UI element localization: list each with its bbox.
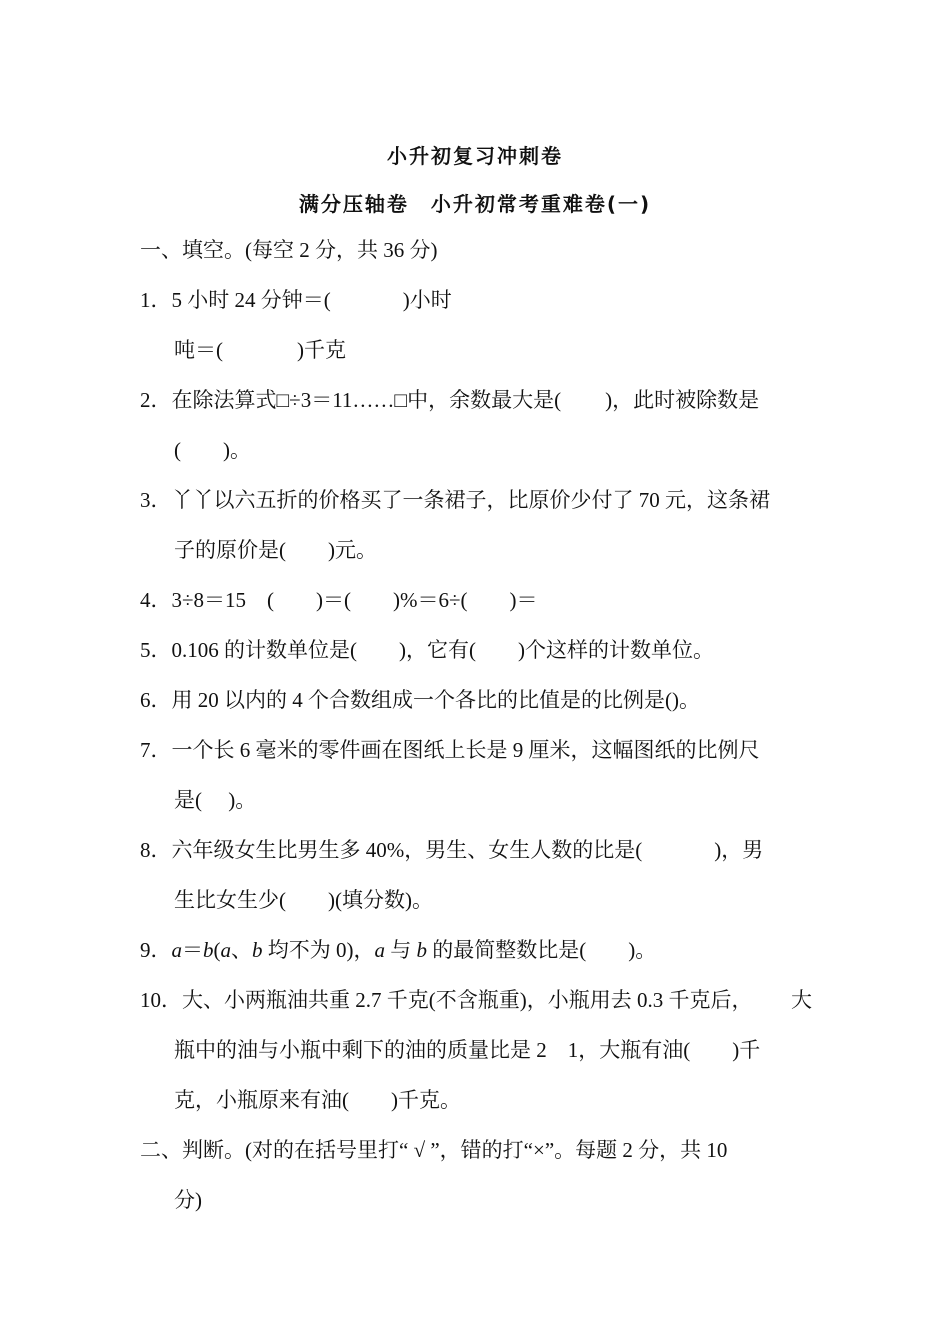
question-8: 8．六年级女生比男生多 40%，男生、女生人数的比是( )，男: [140, 838, 764, 862]
question-3-line-2: 子的原价是( )元。: [174, 538, 377, 562]
question-2: 2．在除法算式□÷3＝11……□中，余数最大是( )，此时被除数是: [140, 388, 760, 412]
question-8-line-2: 生比女生少( )(填分数)。: [174, 888, 433, 912]
exam-subtitle: 满分压轴卷 小升初常考重难卷(一): [298, 192, 652, 216]
question-10-line-2: 瓶中的油与小瓶中剩下的油的质量比是 2 1，大瓶有油( )千: [174, 1038, 761, 1062]
exam-title: 小升初复习冲刺卷: [387, 144, 563, 168]
question-2-line-2: ( )。: [174, 438, 251, 462]
question-6: 6．用 20 以内的 4 个合数组成一个各比的比值是的比例是()。: [140, 688, 700, 712]
question-7: 7．一个长 6 毫米的零件画在图纸上长是 9 厘米，这幅图纸的比例尺: [140, 738, 760, 762]
question-4: 4．3÷8＝15 ( )＝( )%＝6÷( )＝: [140, 588, 538, 612]
question-10-line-3: 克，小瓶原来有油( )千克。: [174, 1088, 461, 1112]
section-1-heading: 一、填空。(每空 2 分，共 36 分): [140, 238, 438, 262]
section-2-heading: 二、判断。(对的在括号里打“ √ ”，错的打“×”。每题 2 分，共 10: [140, 1138, 728, 1162]
question-10: 10．大、小两瓶油共重 2.7 千克(不含瓶重)，小瓶用去 0.3 千克后， 大: [140, 988, 812, 1012]
question-9: 9．a＝b(a、b 均不为 0)，a 与 b 的最简整数比是( )。: [140, 938, 657, 962]
question-3: 3．丫丫以六五折的价格买了一条裙子，比原价少付了 70 元，这条裙: [140, 488, 770, 512]
question-7-line-2: 是( )。: [174, 788, 257, 812]
section-2-heading-line-2: 分): [174, 1188, 202, 1212]
question-5: 5．0.106 的计数单位是( )，它有( )个这样的计数单位。: [140, 638, 714, 662]
question-1: 1．5 小时 24 分钟＝( )小时: [140, 288, 452, 312]
question-1-line-2: 吨＝( )千克: [174, 338, 346, 362]
